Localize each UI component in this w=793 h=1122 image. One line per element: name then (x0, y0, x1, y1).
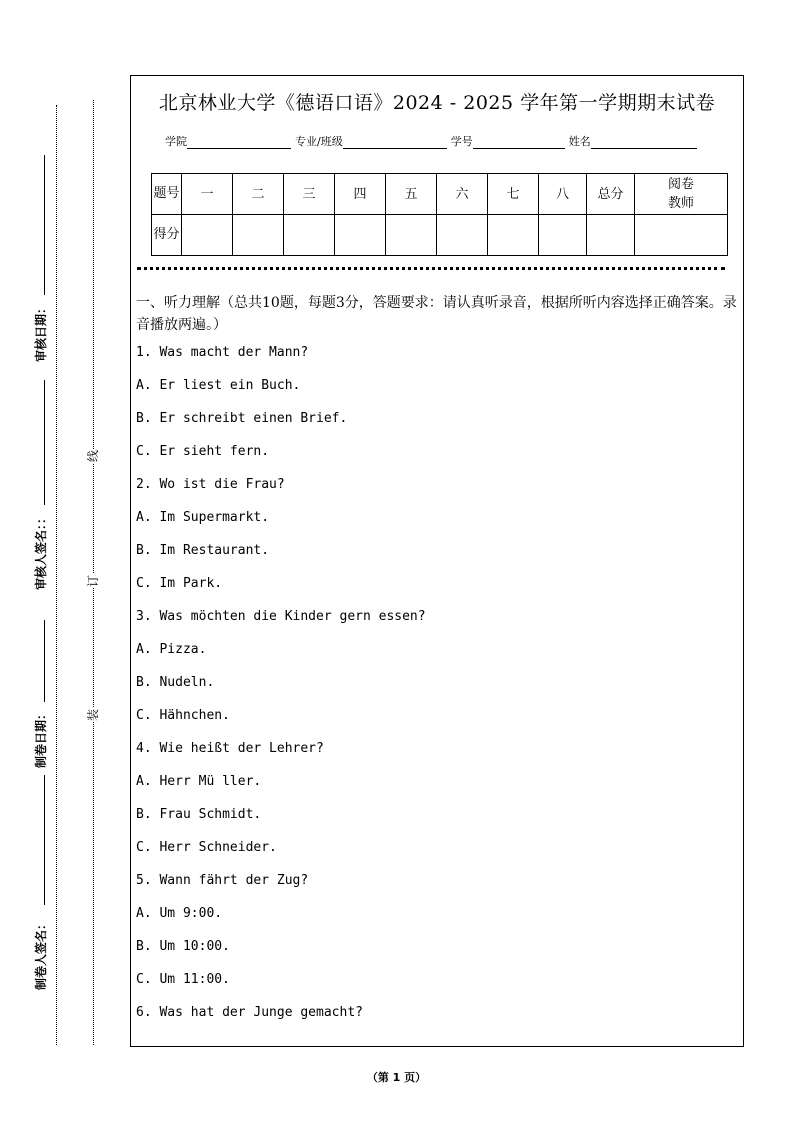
answer-option: A. Im Supermarkt. (136, 510, 270, 525)
answer-option: B. Er schreibt einen Brief. (136, 411, 348, 426)
column-4: 四 (335, 174, 386, 215)
score-row-header: 得分 (152, 215, 182, 256)
question-line: 1. Was macht der Mann? (136, 345, 309, 360)
column-3: 三 (284, 174, 335, 215)
binding-dotted-line-outer (56, 105, 57, 1045)
college-label: 学院 (165, 135, 187, 148)
answer-option: B. Um 10:00. (136, 939, 230, 954)
column-total: 总分 (587, 174, 635, 215)
score-table (151, 173, 728, 256)
answer-option: C. Hähnchen. (136, 708, 230, 723)
score-cell-1[interactable] (182, 215, 233, 256)
answer-option: A. Um 9:00. (136, 906, 223, 921)
question-line: 4. Wie heißt der Lehrer? (136, 741, 324, 756)
score-cell-6[interactable] (437, 215, 488, 256)
answer-option: A. Herr Mü ller. (136, 774, 262, 789)
score-cell-4[interactable] (335, 215, 386, 256)
section-heading: 一、听力理解（总共10题，每题3分，答题要求：请认真听录音，根据所听内容选择正确答案。录音播放两遍。） (136, 295, 737, 333)
reviewer-signature-line (44, 380, 45, 505)
header-separator (137, 267, 725, 270)
score-cell-2[interactable] (233, 215, 284, 256)
question-line: 5. Wann fährt der Zug? (136, 873, 309, 888)
answer-option: B. Nudeln. (136, 675, 215, 690)
reviewer-signature-label: 审核人签名：： (34, 511, 48, 590)
answer-option: B. Frau Schmidt. (136, 807, 262, 822)
column-5: 五 (386, 174, 437, 215)
question-number-header: 题号 (152, 174, 182, 215)
compiler-signature-line (44, 775, 45, 905)
exam-frame (130, 75, 744, 1047)
score-cell-total[interactable] (587, 215, 635, 256)
answer-option: C. Um 11:00. (136, 972, 230, 987)
answer-option: C. Er sieht fern. (136, 444, 270, 459)
column-2: 二 (233, 174, 284, 215)
question-line: 6. Was hat der Junge gemacht? (136, 1005, 363, 1020)
column-6: 六 (437, 174, 488, 215)
answer-option: C. Herr Schneider. (136, 840, 277, 855)
answer-option: A. Er liest ein Buch. (136, 378, 301, 393)
student-info-row (165, 133, 701, 149)
page-number: （第 1 页） (366, 1071, 427, 1084)
question-line: 3. Was möchten die Kinder gern essen? (136, 609, 426, 624)
answer-option: A. Pizza. (136, 642, 207, 657)
binding-char-zhuang: 装 (86, 709, 100, 722)
binding-dotted-line-inner (93, 100, 94, 1045)
score-table-score-row (152, 215, 728, 256)
major-class-blank[interactable] (343, 135, 447, 149)
binding-char-ding: 订 (86, 575, 100, 588)
score-cell-3[interactable] (284, 215, 335, 256)
compile-date-label: 制卷日期： (34, 707, 48, 768)
compile-date-line (44, 620, 45, 702)
column-grader: 阅卷教师 (635, 174, 728, 215)
score-cell-5[interactable] (386, 215, 437, 256)
major-class-label: 专业/班级 (295, 135, 343, 148)
section-listening (136, 292, 737, 1036)
review-date-label: 审核日期： (34, 301, 48, 362)
name-label: 姓名 (568, 135, 591, 148)
exam-title: 北京林业大学《德语口语》2024 - 2025 学年第一学期期末试卷 (158, 92, 716, 114)
score-cell-7[interactable] (488, 215, 539, 256)
column-1: 一 (182, 174, 233, 215)
compiler-signature-label: 制卷人签名： (34, 917, 48, 990)
name-blank[interactable] (591, 135, 697, 149)
column-8: 八 (539, 174, 587, 215)
student-id-blank[interactable] (473, 135, 565, 149)
question-line: 2. Wo ist die Frau? (136, 477, 285, 492)
column-7: 七 (488, 174, 539, 215)
binding-char-xian: 线 (86, 450, 100, 463)
answer-option: B. Im Restaurant. (136, 543, 270, 558)
college-blank[interactable] (187, 135, 291, 149)
score-table-header-row (152, 174, 728, 215)
score-cell-grader[interactable] (635, 215, 728, 256)
review-date-line (44, 155, 45, 295)
answer-option: C. Im Park. (136, 576, 223, 591)
student-id-label: 学号 (450, 135, 473, 148)
score-cell-8[interactable] (539, 215, 587, 256)
